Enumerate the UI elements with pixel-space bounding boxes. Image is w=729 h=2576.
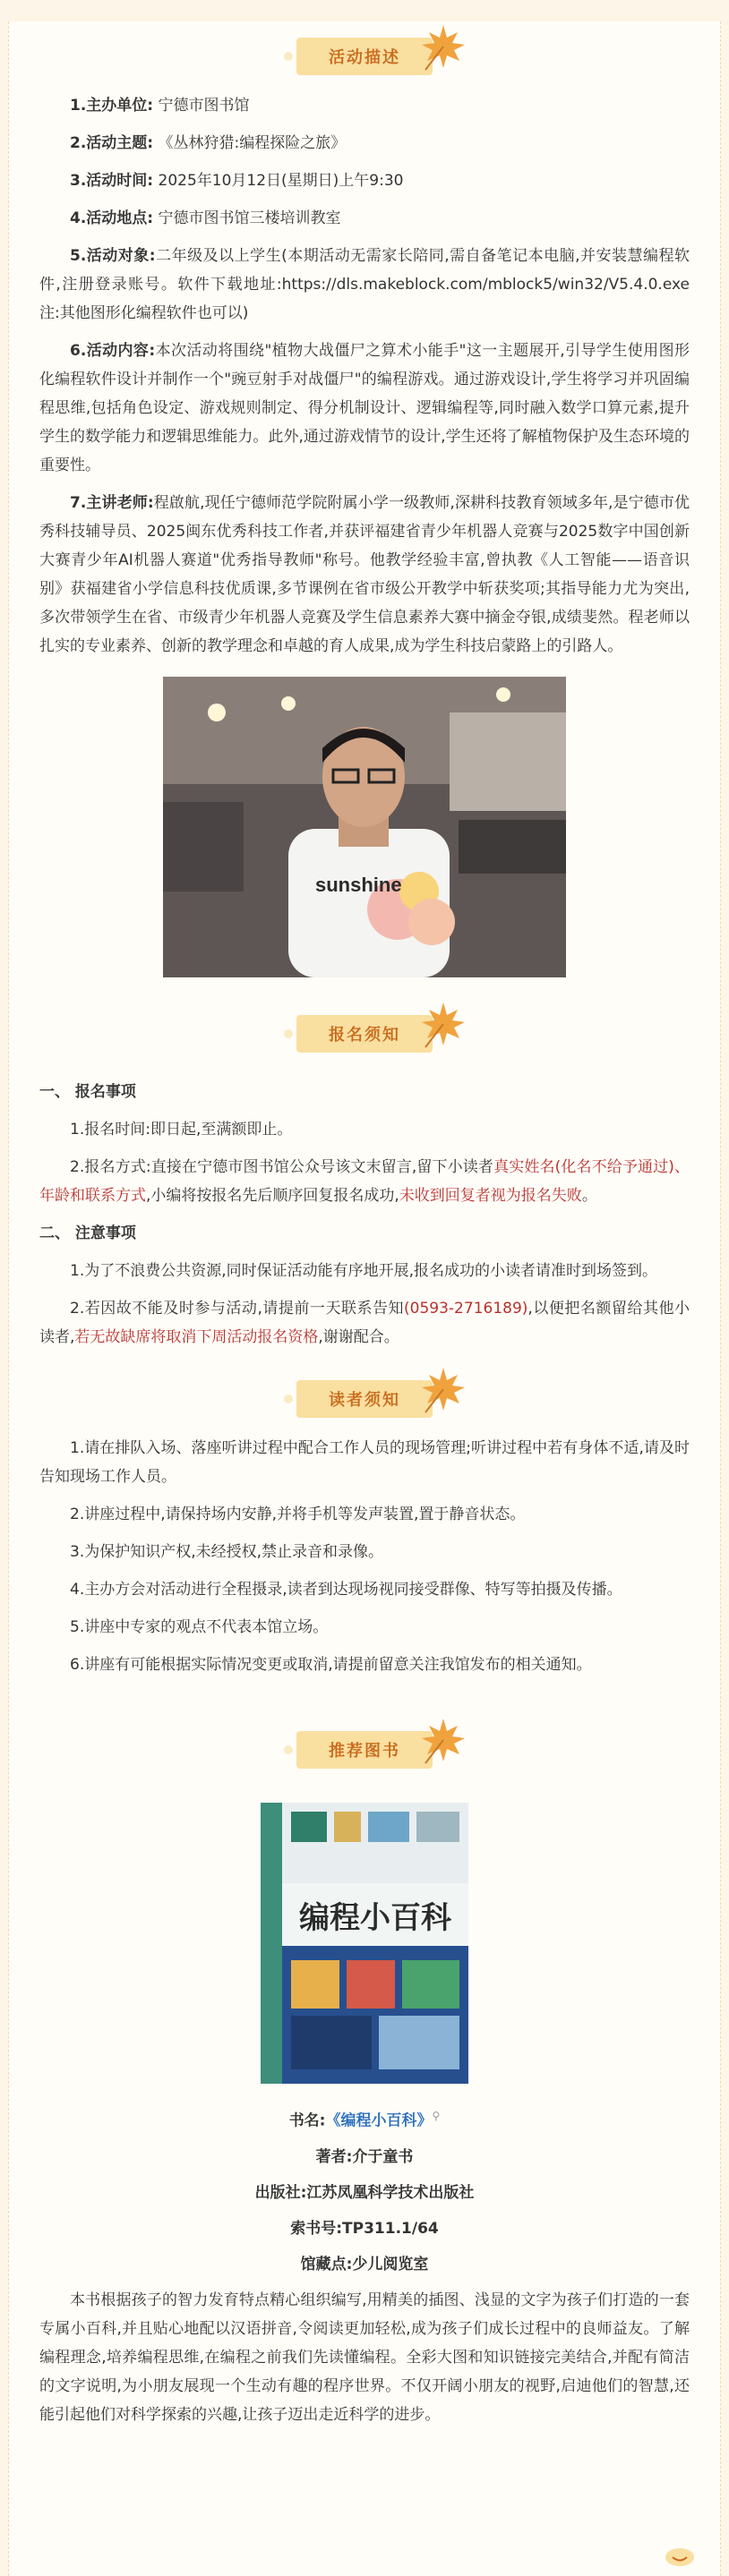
shirt-text: sunshine (315, 874, 402, 896)
signup-method-text-2: ,小编将按报名先后顺序回复报名成功, (146, 1187, 399, 1205)
book-publisher-row (39, 2175, 690, 2211)
teacher-photo-illustration (163, 677, 566, 977)
book-callno-row (39, 2211, 690, 2247)
maple-leaf-icon (416, 1362, 470, 1416)
signup-method-end: 。 (581, 1187, 597, 1205)
book-author-row (39, 2139, 690, 2175)
signup-method-warning: 未收到回复者视为报名失败 (399, 1187, 582, 1205)
reader-item: 1.请在排队入场、落座听讲过程中配合工作人员的现场管理;听讲过程中若有身体不适,请及时告知现场工作人员。 (39, 1439, 690, 1486)
reader-item: 3.为保护知识产权,未经授权,禁止录音和录像。 (70, 1543, 384, 1561)
section-title-text: 报名须知 (329, 1026, 400, 1045)
teacher-value: 程啟航,现任宁德师范学院附属小学一级教师,深耕科技教育领域多年,是宁德市优秀科技辅导员、2025闽东优秀科技工作者,并获评福建省青少年机器人竞赛与2025数字中国创新大赛青少年AI机器人赛道"优秀指导教师"称号。他教学经验丰富,曾执教《人工智能——语音识别》获福建省小学信息科技优质课,多节课例在省市级公开教学中斩获奖项;其指导能力尤为突出,多次带领学生在省、市级青少年机器人竞赛及学生信息素养大赛中摘金夺银,成绩斐然。程老师以扎实的专业素养、创新的教学理念和卓越的育人成果,成为学生科技启蒙路上的引路人。 (39, 494, 690, 655)
section-title-text: 活动描述 (329, 48, 400, 67)
book-location-label: 馆藏点: (300, 2255, 353, 2273)
theme-value: 《丛林狩猎:编程探险之旅》 (158, 134, 347, 152)
reader-item: 4.主办方会对活动进行全程摄录,读者到达现场视同接受群像、特写等拍摄及传播。 (70, 1581, 622, 1599)
maple-leaf-icon (416, 997, 470, 1051)
section-title-activity (296, 38, 433, 75)
book-body (9, 1803, 720, 2429)
time-label: 3.活动时间: (70, 172, 154, 190)
activity-time (39, 166, 690, 195)
section-header-signup (9, 999, 720, 1069)
activity-teacher (39, 489, 690, 661)
section-header-book (9, 1715, 720, 1785)
signup-note-text: 2.若因故不能及时参与活动,请提前一天联系告知 (70, 1300, 405, 1318)
signup-note-end: ,谢谢配合。 (318, 1328, 399, 1346)
reader-item: 6.讲座有可能根据实际情况变更或取消,请提前留意关注我馆发布的相关通知。 (70, 1656, 592, 1674)
signup-note-text-2: ,以便把名额留给其他小读者, (39, 1300, 690, 1346)
section-title-text: 读者须知 (329, 1391, 400, 1410)
reader-item: 2.讲座过程中,请保持场内安静,并将手机等发声装置,置于静音状态。 (70, 1506, 526, 1523)
activity-theme (39, 129, 690, 158)
signup-penalty: 若无故缺席将取消下周活动报名资格 (74, 1328, 319, 1346)
section-title-reader (296, 1380, 433, 1418)
section-header-activity (9, 21, 720, 91)
book-author-label: 著者: (315, 2147, 353, 2166)
book-cover-title: 编程小百科 (299, 1900, 451, 1936)
book-author: 介于童书 (352, 2147, 414, 2166)
activity-body (9, 91, 720, 977)
book-callno: TP311.1/64 (342, 2219, 439, 2238)
book-description: 本书根据孩子的智力发育特点精心组织编写,用精美的插图、浅显的文字为孩子们打造的一套专属小百科,并且贴心地配以汉语拼音,令阅读更加轻松,成为孩子们成长过程中的良师益友。了解编程理念,培养编程思维,在编程之前我们先读懂编程。全彩大图和知识链接完美结合,并配有简洁的文字说明,为小朋友展现一个生动有趣的程序世界。不仅开阔小朋友的视野,启迪他们的智慧,还能引起他们对科学探索的兴趣,让孩子迈出走近科学的进步。 (39, 2290, 690, 2424)
place-label: 4.活动地点: (70, 209, 154, 227)
section-title-text: 推荐图书 (329, 1742, 400, 1761)
signup-heading-2: 二、 注意事项 (39, 1224, 136, 1242)
target-label: 5.活动对象: (70, 247, 156, 265)
signup-method (39, 1153, 690, 1210)
signup-body (9, 1078, 720, 1352)
content-label: 6.活动内容: (70, 342, 156, 360)
book-publisher: 江苏凤凰科学技术出版社 (306, 2183, 475, 2202)
book-title-link[interactable]: 《编程小百科》 (325, 2111, 433, 2130)
footer-smile-icon (665, 2547, 695, 2567)
book-location-row (39, 2247, 690, 2282)
activity-place (39, 204, 690, 233)
signup-method-required: 真实姓名(化名不给予通过)、年龄和联系方式 (39, 1158, 690, 1205)
theme-label: 2.活动主题: (70, 134, 154, 152)
place-value: 宁德市图书馆三楼培训教室 (158, 209, 341, 227)
maple-leaf-icon (416, 1713, 470, 1767)
host-label: 1.主办单位: (70, 97, 154, 115)
time-value: 2025年10月12日(星期日)上午9:30 (158, 172, 404, 190)
host-value: 宁德市图书馆 (158, 97, 250, 115)
teacher-label: 7.主讲老师: (70, 494, 154, 512)
article-page (8, 21, 721, 2576)
book-location: 少儿阅览室 (352, 2255, 429, 2273)
section-header-reader (9, 1364, 720, 1434)
reader-item: 5.讲座中专家的观点不代表本馆立场。 (70, 1618, 329, 1636)
section-title-book (296, 1731, 433, 1769)
search-icon[interactable]: ⚲ (432, 2110, 441, 2122)
signup-time: 1.报名时间:即日起,至满额即止。 (70, 1121, 293, 1139)
book-meta (39, 2098, 690, 2282)
activity-target (39, 242, 690, 328)
book-callno-label: 索书号: (290, 2219, 343, 2238)
activity-host (39, 91, 690, 120)
section-title-signup (296, 1015, 433, 1053)
signup-note-2 (39, 1294, 690, 1352)
book-title-label: 书名: (288, 2111, 326, 2130)
book-title-row (39, 2098, 690, 2139)
signup-heading-1: 一、 报名事项 (39, 1083, 136, 1101)
teacher-photo (163, 677, 566, 977)
book-publisher-label: 出版社: (254, 2183, 307, 2202)
content-value: 本次活动将围绕"植物大战僵尸之算术小能手"这一主题展开,引导学生使用图形化编程软件设计并制作一个"豌豆射手对战僵尸"的编程游戏。通过游戏设计,学生将学习并巩固编程思维,包括角色设定、游戏规则制定、得分机制设计、逻辑编程等,同时融入数学口算元素,提升学生的数学能力和逻辑思维能力。此外,通过游戏情节的设计,学生还将了解植物保护及生态环境的重要性。 (39, 342, 690, 474)
target-value: 二年级及以上学生(本期活动无需家长陪同,需自备笔记本电脑,并安装慧编程软件,注册登录账号。软件下载地址:https://dls.makeblock.com/mblock5/win32/V5.4.0.exe注:其他图形化编程软件也可以) (39, 247, 690, 322)
activity-content (39, 337, 690, 480)
book-cover (261, 1803, 468, 2084)
signup-note-1: 1.为了不浪费公共资源,同时保证活动能有序地开展,报名成功的小读者请准时到场签到。 (70, 1262, 658, 1280)
signup-method-text: 2.报名方式:直接在宁德市图书馆公众号该文末留言,留下小读者 (70, 1158, 494, 1176)
signup-phone: (0593-2716189) (404, 1300, 528, 1318)
reader-body (9, 1434, 720, 1679)
book-cover-illustration (261, 1803, 468, 2084)
maple-leaf-icon (416, 20, 470, 73)
